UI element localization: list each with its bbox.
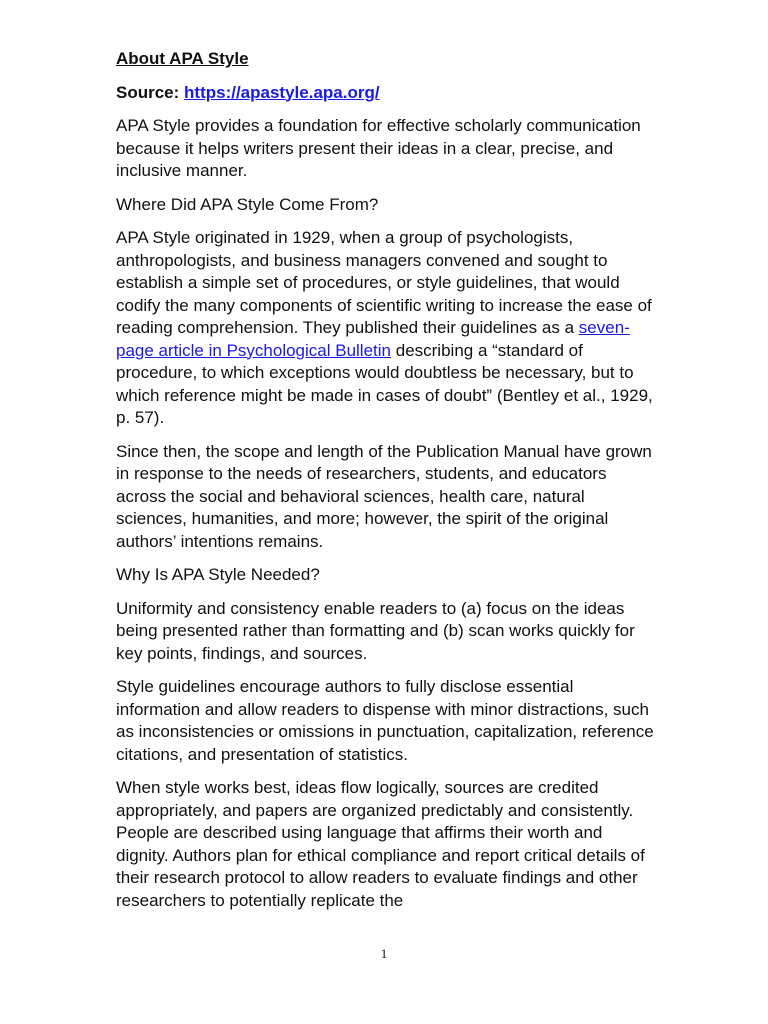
page-number: 1 (380, 946, 388, 961)
origin-text-end: describing a “standard of procedure, to which exceptions would doubtless be necessary, but to which reference might be made in cases of doubt” (Bentley et al., 1929, p. 57). (116, 340, 653, 427)
paragraph-guidelines: Style guidelines encourage authors to fully disclose essential information and allow readers to dispense with minor distractions, such as inconsistencies or omissions in punctuation, capitalization, reference citations, and presentation of statistics. (116, 677, 654, 764)
psychological-bulletin-link[interactable]: seven-page article in Psychological Bulletin (116, 318, 630, 360)
paragraph-works-best: When style works best, ideas flow logically, sources are credited appropriately, and papers are organized predictably and consistently. People are described using language that affirms their worth and dignity. Authors plan for ethical compliance and report critical details of their research protocol to allow readers to evaluate findings and other researchers to potentially replicate the (116, 778, 645, 910)
source-line (116, 82, 656, 105)
paragraph-origin (116, 227, 656, 430)
paragraph-uniformity: Uniformity and consistency enable readers to (a) focus on the ideas being presented rather than formatting and (b) scan works quickly for key points, findings, and sources. (116, 598, 635, 663)
heading-why: Why Is APA Style Needed? (116, 565, 320, 584)
paragraph-since: Since then, the scope and length of the Publication Manual have grown in response to the needs of researchers, students, and educators across the social and behavioral sciences, health care, natural sciences, humanities, and more; however, the spirit of the original authors’ intentions remains. (116, 441, 652, 551)
heading-origin: Where Did APA Style Come From? (116, 194, 379, 214)
source-label: Source: (116, 82, 180, 102)
origin-text-start: APA Style originated in 1929, when a group of psychologists, anthropologists, and business managers convened and sought to establish a simple set of procedures, or style guidelines, that would codify the many components of scientific writing to increase the ease of reading comprehension. They published their guidelines as a (116, 228, 652, 337)
source-link[interactable]: https://apastyle.apa.org/ (184, 82, 380, 102)
paragraph-intro: APA Style provides a foundation for effective scholarly communication because it helps writers present their ideas in a clear, precise, and inclusive manner. (116, 116, 641, 180)
document-title: About APA Style (116, 49, 249, 68)
document-page (116, 48, 656, 923)
